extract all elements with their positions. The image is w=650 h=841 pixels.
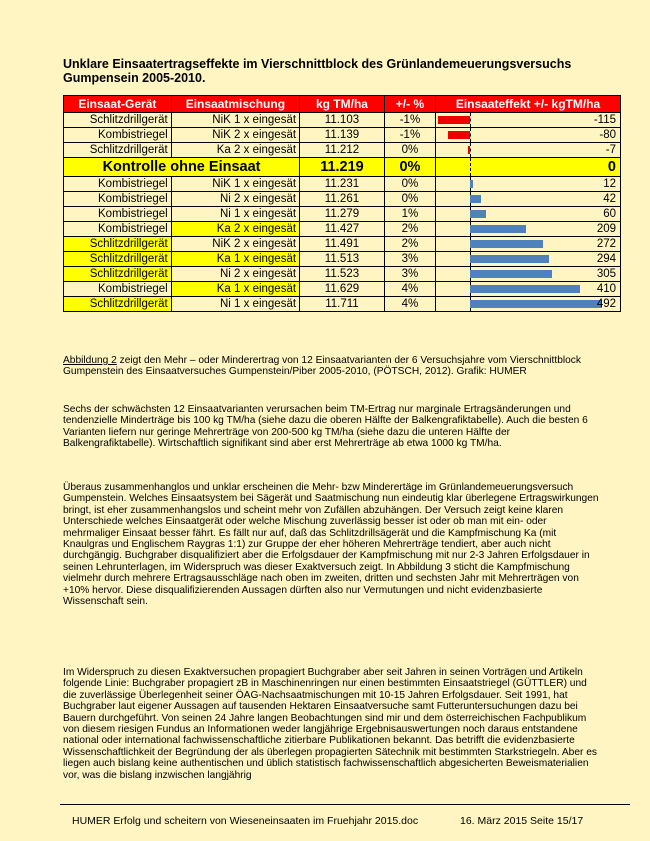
yield-effect-table — [63, 95, 621, 312]
cell-kg: 11.103 — [300, 113, 385, 128]
paragraph-1: Sechs der schwächsten 12 Einsaatvarianten verursachen beim TM-Ertrag nur marginale Ertragsänderungen und tendenzielle Minderträge bis 100 kg TM/ha (siehe dazu die oberen Hälfte der Balkengrafiktabelle). Auch die besten 6 Varianten liefern nur geringe Mehrerträge von 200-500 kg TM/ha (siehe dazu die unteren Hälfte der Balkengrafiktabelle). Wirtschaftlich signifikant sind aber erst Mehrerträge ab etwa 1000 kg TM/ha. — [63, 404, 588, 450]
table-body — [64, 113, 621, 312]
cell-mix: Ka 1 x eingesät — [171, 282, 299, 297]
cell-kg: 11.219 — [300, 158, 385, 177]
table-row — [64, 177, 621, 192]
cell-kg: 11.491 — [300, 237, 385, 252]
cell-device: Kombistriegel — [64, 177, 172, 192]
effect-bar — [448, 131, 470, 139]
cell-effect — [436, 177, 621, 192]
cell-kg: 11.513 — [300, 252, 385, 267]
cell-kg: 11.139 — [300, 128, 385, 143]
effect-bar — [470, 240, 543, 248]
cell-effect — [436, 207, 621, 222]
effect-bar — [470, 180, 473, 188]
effect-value: -115 — [593, 114, 616, 126]
cell-device: Kombistriegel — [64, 207, 172, 222]
caption-text: zeigt den Mehr – oder Minderertrag von 12 Einsaatvarianten der 6 Versuchsjahre vom Vierschnittblock Gumpenstein des Einsaatversuches Gumpenstein/Piber 2005-2010, (PÖTSCH, 2012). Grafik: HUMER — [63, 355, 581, 378]
zero-axis — [470, 143, 471, 157]
cell-mix: NiK 1 x eingesät — [171, 177, 299, 192]
table-row — [64, 207, 621, 222]
zero-axis — [470, 113, 471, 127]
footer-divider — [60, 804, 630, 805]
cell-device: Schlitzdrillgerät — [64, 297, 172, 312]
cell-kg: 11.523 — [300, 267, 385, 282]
cell-mix: NiK 2 x eingesät — [171, 237, 299, 252]
effect-value: -80 — [599, 129, 616, 141]
effect-value: 492 — [596, 298, 616, 310]
table-header-row — [64, 96, 621, 113]
effect-bar — [438, 116, 470, 124]
cell-kg: 11.427 — [300, 222, 385, 237]
effect-bar — [470, 285, 580, 293]
cell-pct: -1% — [384, 128, 435, 143]
zero-axis — [470, 158, 471, 176]
cell-mix: NiK 1 x eingesät — [171, 113, 299, 128]
cell-pct: 0% — [384, 158, 435, 177]
effect-bar — [470, 225, 526, 233]
cell-effect — [436, 282, 621, 297]
zero-axis — [470, 128, 471, 142]
cell-kg: 11.212 — [300, 143, 385, 158]
cell-pct: 0% — [384, 143, 435, 158]
paragraph-2: Überaus zusammenhanglos und unklar erscheinen die Mehr- bzw Minderertäge im Grünlandemeuerungsversuch Gumpenstein. Welches Einsaatsystem bei Sägerät und Saatmischung nun eindeutig klar überlegene Ertragswirkungen bringt, ist eher zusammenhangslos und scheint mehr von Zufällen abzuhängen. Der Versuch zeigt keine klaren Unterschiede welches Einsaatgerät oder welche Mischung zuverlässig besser ist oder ob man mit ein- oder mehrmaliger Einsaat besser fährt. Es fällt nur auf, daß das Schlitzdrillsägerät und die Kampfmischung Ka (mit Knaulgras und Englischem Raygras 1:1) zur Gruppe der eher höheren Mehrerträge tendiert, aber auch nicht durchgängig. Buchgraber disqualifiziert aber die Erfolgsdauer der Kampfmischung mit nur 2-3 Jahren Erfolgsdauer in seinen Lehrunterlagen, im Widerspruch was dieser Exaktversuch zeigt. In Abbildung 3 sticht die Kampfmischung vielmehr durch mehrere Ertragsausschläge nach oben im zweiten, dritten und sechsten Jahr mit Mehrerträgen von +10% hervor. Diese disqualifizierenden Aussagen dürften also nur Vermutungen und nicht evidenzbasierte Wissenschaft sein. — [63, 482, 599, 608]
cell-effect — [436, 192, 621, 207]
cell-device: Schlitzdrillgerät — [64, 113, 172, 128]
effect-value: -7 — [605, 144, 616, 156]
cell-effect — [436, 113, 621, 128]
header-mix: Einsaatmischung — [171, 96, 299, 113]
caption-link[interactable]: Abbildung 2 — [63, 355, 117, 366]
effect-bar — [470, 210, 486, 218]
table-row — [64, 237, 621, 252]
cell-pct: 0% — [384, 192, 435, 207]
cell-effect — [436, 143, 621, 158]
cell-effect — [436, 128, 621, 143]
cell-effect — [436, 252, 621, 267]
effect-value: 60 — [603, 208, 616, 220]
cell-device: Kombistriegel — [64, 222, 172, 237]
table-row — [64, 128, 621, 143]
effect-bar — [470, 255, 549, 263]
cell-device: Schlitzdrillgerät — [64, 252, 172, 267]
paragraph-3: Im Widerspruch zu diesen Exaktversuchen propagiert Buchgraber aber seit Jahren in seinen Vorträgen und Artikeln folgende Linie: Buchgraber propagiert zB in Maschinenringen nur einen bestimmten Einsaatstriegel (GÜTTLER) und die zuverlässige Überlegenheit seiner ÖAG-Nachsaatmischungen mit 10-15 Jahren Erfolgsdauer. Seit 1991, hat Buchgraber laut eigener Aussagen auf tausenden Hektaren Einsaatversuche samt Futteruntersuchungen dazu bei Bauern durchgeführt. Von seinen 24 Jahre langen Beobachtungen sind mir und dem österreichischen Fachpublikum von diesem riesigen Fundus an Informationen weder langjährige Ergebnisauswertungen noch daraus entstandene national oder international fachwissenschaftliche zitierbare Publikationen bekannt. Das betrifft die evidenzbasierte Wissenschaftlichkeit der Begründung der als überlegen propagierten Sätechnik mit bestimmten Starkstriegeln. Aber es liegen auch bislang keine authentischen und üblich statistisch fachwissenschaftlich abgesicherten Beweismaterialien vor, was die bislang inzwischen langjährig — [63, 667, 597, 781]
cell-kg: 11.629 — [300, 282, 385, 297]
cell-kg: 11.711 — [300, 297, 385, 312]
cell-pct: 3% — [384, 252, 435, 267]
cell-device: Schlitzdrillgerät — [64, 237, 172, 252]
table-row — [64, 113, 621, 128]
cell-device: Kombistriegel — [64, 282, 172, 297]
control-row — [64, 158, 621, 177]
cell-effect — [436, 222, 621, 237]
control-label: Kontrolle ohne Einsaat — [64, 158, 300, 177]
effect-value: 12 — [603, 178, 616, 190]
figure-caption — [63, 355, 603, 378]
table-row — [64, 267, 621, 282]
cell-kg: 11.261 — [300, 192, 385, 207]
cell-pct: 2% — [384, 222, 435, 237]
table-row — [64, 282, 621, 297]
effect-bar — [468, 146, 470, 154]
cell-device: Schlitzdrillgerät — [64, 267, 172, 282]
table-row — [64, 252, 621, 267]
cell-mix: Ni 2 x eingesät — [171, 267, 299, 282]
cell-pct: 4% — [384, 282, 435, 297]
cell-pct: 0% — [384, 177, 435, 192]
effect-value: 410 — [596, 283, 616, 295]
effect-value: 305 — [596, 268, 616, 280]
cell-device: Kombistriegel — [64, 128, 172, 143]
footer-date-page: 16. März 2015 Seite 15/17 — [460, 815, 584, 827]
cell-pct: 3% — [384, 267, 435, 282]
header-pct: +/- % — [384, 96, 435, 113]
effect-bar — [470, 300, 602, 308]
table-row — [64, 297, 621, 312]
figure-title: Unklare Einsaatertragseffekte im Vierschnittblock des Grünlandemeuerungsversuchs Gumpensein 2005-2010. — [63, 57, 572, 85]
table-row — [64, 143, 621, 158]
cell-pct: -1% — [384, 113, 435, 128]
cell-mix: Ni 2 x eingesät — [171, 192, 299, 207]
header-effect: Einsaateffekt +/- kgTM/ha — [436, 96, 621, 113]
cell-effect — [436, 237, 621, 252]
cell-pct: 4% — [384, 297, 435, 312]
cell-mix: NiK 2 x eingesät — [171, 128, 299, 143]
cell-mix: Ni 1 x eingesät — [171, 207, 299, 222]
effect-value: 294 — [596, 253, 616, 265]
cell-mix: Ka 2 x eingesät — [171, 222, 299, 237]
effect-value: 272 — [596, 238, 616, 250]
cell-kg: 11.279 — [300, 207, 385, 222]
effect-value: 0 — [607, 159, 616, 175]
effect-bar — [470, 195, 481, 203]
effect-value: 209 — [596, 223, 616, 235]
cell-mix: Ka 1 x eingesät — [171, 252, 299, 267]
cell-effect — [436, 297, 621, 312]
effect-bar — [470, 270, 552, 278]
header-device: Einsaat-Gerät — [64, 96, 172, 113]
footer-filename: HUMER Erfolg und scheitern von Wieseneinsaaten im Fruehjahr 2015.doc — [72, 815, 419, 827]
cell-pct: 1% — [384, 207, 435, 222]
cell-effect — [436, 267, 621, 282]
cell-kg: 11.231 — [300, 177, 385, 192]
cell-mix: Ka 2 x eingesät — [171, 143, 299, 158]
cell-mix: Ni 1 x eingesät — [171, 297, 299, 312]
cell-device: Kombistriegel — [64, 192, 172, 207]
table-row — [64, 192, 621, 207]
header-kg: kg TM/ha — [300, 96, 385, 113]
cell-device: Schlitzdrillgerät — [64, 143, 172, 158]
effect-value: 42 — [603, 193, 616, 205]
cell-pct: 2% — [384, 237, 435, 252]
table-row — [64, 222, 621, 237]
cell-effect — [436, 158, 621, 177]
